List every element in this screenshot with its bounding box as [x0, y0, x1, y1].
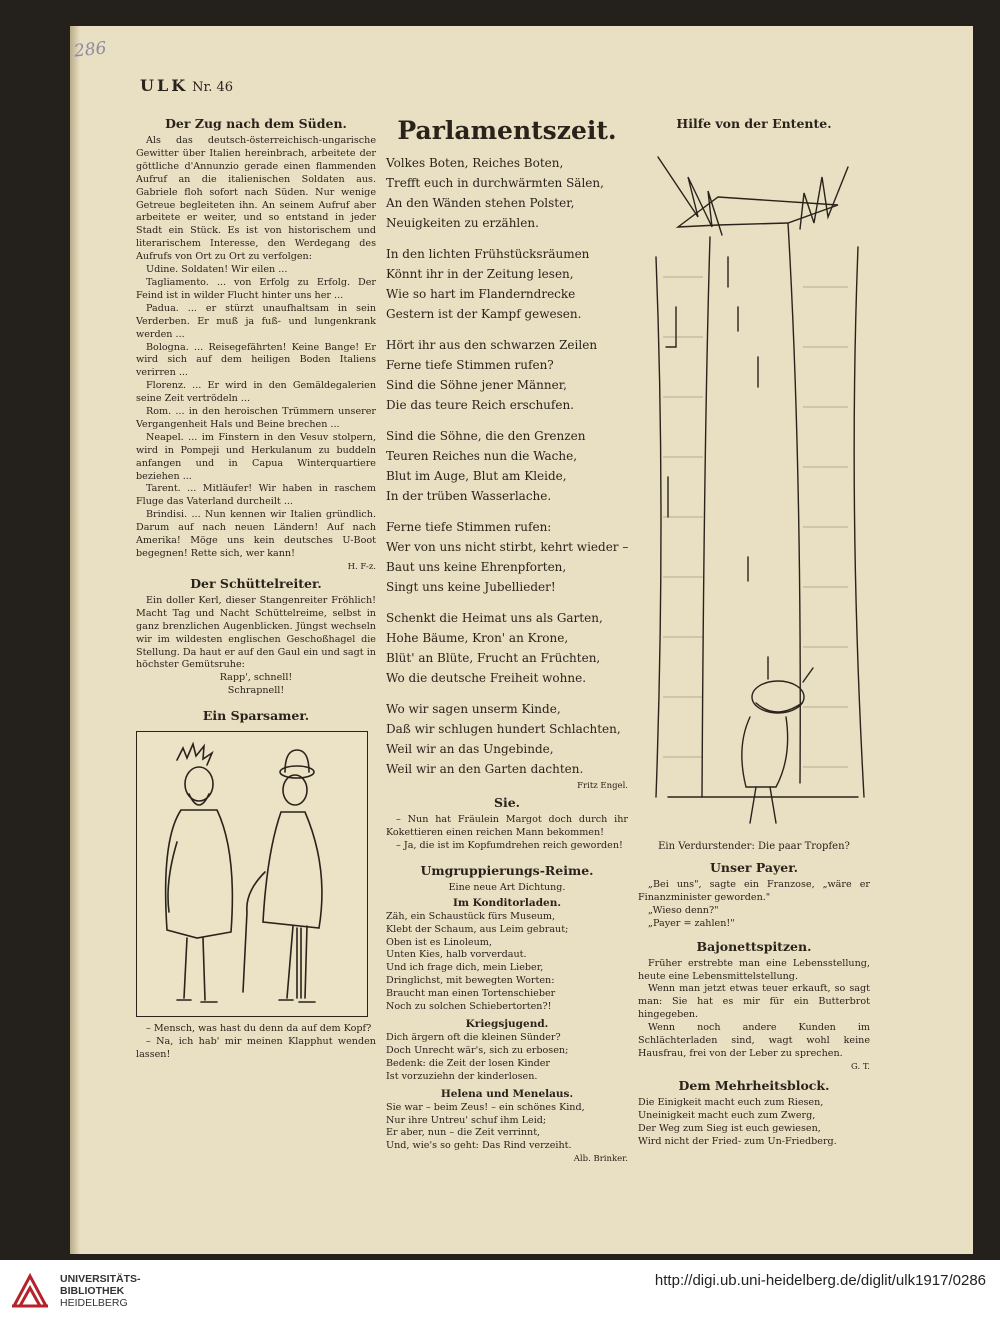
verse-line: Ferne tiefe Stimmen rufen: [386, 520, 552, 534]
poem-stanza [386, 426, 628, 506]
verse-line: Weil wir an das Ungebinde, [386, 742, 554, 756]
verse-line: Volkes Boten, Reiches Boten, [386, 156, 564, 170]
zug-rom: Rom. ... in den heroischen Trümmern unserer Vergangenheit Hals und Beine brechen ... [136, 406, 376, 430]
zug-tagliamento: Tagliamento. ... von Erfolg zu Erfolg. Der Feind ist in wilder Flucht hinter uns her ... [136, 276, 376, 301]
article-title-payer: Unser Payer. [709, 860, 799, 875]
sparsamer-dialog2: – Na, ich hab' mir meinen Klapphut wenden lassen! [136, 1036, 376, 1060]
sie-para2: – Ja, die ist im Kopfumdrehen reich geworden! [396, 839, 623, 851]
verse-line: Er aber, nun – die Zeit verrinnt, [386, 1127, 541, 1139]
library-name-line: UNIVERSITÄTS- [60, 1273, 141, 1285]
verse-line: Ferne tiefe Stimmen rufen? [386, 358, 554, 372]
zug-neapel: Neapel. ... im Finstern in den Vesuv stolpern, wird in Pompeji und Herkulanum zu buddeln anfangen und in Capua Winterquartiere beziehen ... [136, 431, 376, 482]
poem-stanza [386, 153, 628, 233]
library-name-line: HEIDELBERG [60, 1297, 128, 1309]
verse-line: Zäh, ein Schaustück fürs Museum, [386, 910, 556, 922]
article-title-bajonett: Bajonettspitzen. [696, 938, 812, 954]
schuettel-line1: Rapp', schnell! [219, 672, 293, 684]
verse-line: Sie war – beim Zeus! – ein schönes Kind, [386, 1101, 585, 1113]
schuettel-line2: Schrapnell! [227, 685, 285, 697]
article-title-umgruppierung: Umgruppierungs-Reime. [420, 862, 594, 878]
cartoon-wall-drawing [638, 137, 870, 837]
cartoon-two-men [136, 731, 368, 1017]
verse-kriegsjugend [386, 1032, 628, 1084]
verse-line: Blüt' an Blüte, Frucht an Früchten, [386, 651, 601, 665]
zug-intro: Als das deutsch-österreichisch-ungarische Gewitter über Italien hereinbrach, arbeitete der göttliche d'Annunzio gerade einen flammenden Aufruf an die italienischen Soldaten aus. Gabriele floh sofort nach Süden. Nur wenige Getreue begleiteten ihn. An seinem Aufruf aber arbeitete er weiter, und so entstand in jeder Stadt ein Stück. Es ist von historischem und literarischem Interesse, den Werdegang des Aufrufs von Ort zu Ort zu verfolgen: [136, 135, 376, 263]
verse-line: Neuigkeiten zu erzählen. [386, 216, 539, 230]
verse-line: In der trüben Wasserlache. [386, 489, 552, 503]
schuettel-text: Ein doller Kerl, dieser Stangenreiter Fröhlich! Macht Tag und Nacht Schüttelreime, selbst in ganz brenzlichen Augenblicken. Jüngst wechseln wir im wildesten englischen Geschoßhagel die Stellung. Da haut er auf den Gaul ein und sagt in höchster Gemütsruhe: [136, 594, 376, 671]
poem-stanza [386, 608, 628, 688]
section-helena: Helena und Menelaus. [440, 1087, 574, 1100]
newspaper-page [70, 26, 973, 1254]
article-title-zug: Der Zug nach dem Süden. [165, 116, 347, 131]
parlament-signature: Fritz Engel. [577, 781, 628, 791]
verse-line: Gestern ist der Kampf gewesen. [386, 307, 582, 321]
verse-line: Sind die Söhne, die den Grenzen [386, 429, 586, 443]
viewer-footer [0, 1260, 1000, 1321]
verse-line: Wird nicht der Fried- zum Un-Friedberg. [638, 1135, 837, 1147]
article-title-sparsamer: Ein Sparsamer. [202, 708, 310, 724]
zug-tarent: Tarent. ... Mitläufer! Wir haben in raschem Fluge das Vaterland durcheilt ... [136, 483, 376, 508]
poem-stanza [386, 244, 628, 324]
verse-line: Hört ihr aus den schwarzen Zeilen [386, 338, 598, 352]
column-middle [386, 112, 628, 1166]
bajonett-para1: Früher erstrebte man eine Lebensstellung, heute eine Lebensmittelstellung. [638, 957, 870, 982]
verse-line: Könnt ihr in der Zeitung lesen, [386, 267, 574, 281]
poem-stanza [386, 335, 628, 415]
masthead-issue: Nr. 46 [192, 80, 234, 95]
payer-line2: „Payer = zahlen!" [648, 917, 735, 929]
article-title-mehrheit: Dem Mehrheitsblock. [678, 1077, 830, 1093]
zug-udine: Udine. Soldaten! Wir eilen ... [146, 264, 288, 276]
payer-text: „Bei uns", sagte ein Franzose, „wäre er Finanzminister geworden." [638, 879, 870, 903]
verse-line: Bedenk: die Zeit der losen Kinder [386, 1057, 551, 1069]
masthead [140, 76, 233, 95]
bajonett-signature: G. T. [850, 1061, 870, 1072]
pencil-page-number: 286 [73, 38, 108, 62]
verse-line: Teuren Reiches nun die Wache, [386, 449, 578, 463]
zug-brindisi: Brindisi. ... Nun kennen wir Italien gründlich. Darum auf nach neuen Ländern! Auf nach Amerika! Möge uns kein deutsches U-Boot begegnen! Rette sich, wer kann! [136, 509, 376, 559]
verse-line: Trefft euch in durchwärmten Sälen, [386, 176, 604, 190]
verse-line: Wo die deutsche Freiheit wohne. [386, 671, 587, 685]
bajonett-para2: Wenn man jetzt etwas teuer erkauft, so sagt man: Sie hat es mir für ein Butterbrot hingegeben. [638, 983, 870, 1021]
verse-line: Und, wie's so geht: Das Rind verzeiht. [386, 1140, 572, 1152]
article-title-sie: Sie. [493, 795, 521, 810]
verse-line: Dich ärgern oft die kleinen Sünder? [386, 1031, 561, 1043]
column-left [136, 112, 376, 1062]
article-title-schuettelreiter: Der Schüttelreiter. [190, 575, 322, 591]
umgruppierung-subtitle: Eine neue Art Dichtung. [448, 881, 566, 893]
verse-line: In den lichten Frühstücksräumen [386, 247, 590, 261]
verse-line: Weil wir an den Garten dachten. [386, 762, 584, 776]
verse-line: Hohe Bäume, Kron' an Krone, [386, 631, 569, 645]
verse-konditorladen [386, 911, 628, 1014]
verse-line: Klebt der Schaum, aus Leim gebraut; [386, 923, 569, 935]
verse-line: Ist vorzuziehn der kinderlosen. [386, 1070, 538, 1082]
poem-stanza [386, 699, 628, 779]
zug-florenz: Florenz. ... Er wird in den Gemäldegalerien seine Zeit vertrödeln ... [136, 380, 376, 405]
verse-line: Daß wir schlugen hundert Schlachten, [386, 722, 621, 736]
poem-stanza [386, 517, 628, 597]
permalink-url[interactable]: http://digi.ub.uni-heidelberg.de/diglit/ulk1917/0286 [654, 1272, 986, 1289]
verse-line: Sind die Söhne jener Männer, [386, 378, 567, 392]
verse-line: Unten Kies, halb vorverdaut. [386, 949, 527, 961]
verse-line: Noch zu solchen Schiebertorten?! [386, 1001, 552, 1013]
sie-para1: – Nun hat Fräulein Margot doch durch ihr Kokettieren einen reichen Mann bekommen! [386, 814, 628, 838]
verse-line: Und ich frage dich, mein Lieber, [386, 962, 544, 974]
section-konditorladen: Im Konditorladen. [452, 896, 562, 909]
masthead-title: ULK [140, 76, 189, 95]
column-right [638, 112, 870, 1149]
cartoon-caption: Ein Verdurstender: Die paar Tropfen? [658, 841, 850, 852]
article-title-hilfe: Hilfe von der Entente. [676, 116, 832, 131]
verse-line: Dringlichst, mit bewegten Worten: [386, 975, 555, 987]
verse-line: Baut uns keine Ehrenpforten, [386, 560, 567, 574]
library-name [60, 1273, 141, 1309]
payer-line1: „Wieso denn?" [648, 904, 719, 916]
library-name-line: BIBLIOTHEK [60, 1285, 125, 1297]
verse-line: Schenkt die Heimat uns als Garten, [386, 611, 603, 625]
verse-line: Doch Unrecht wär's, sich zu erbosen; [386, 1044, 569, 1056]
zug-signature: H. F-z. [347, 561, 376, 572]
verse-line: Singt uns keine Jubellieder! [386, 580, 556, 594]
section-kriegsjugend: Kriegsjugend. [465, 1017, 549, 1030]
page-gutter [70, 26, 80, 1254]
verse-line: An den Wänden stehen Polster, [386, 196, 575, 210]
verse-line: Wer von uns nicht stirbt, kehrt wieder – [386, 540, 629, 554]
verse-line: Der Weg zum Sieg ist euch gewiesen, [638, 1122, 821, 1134]
zug-bologna: Bologna. ... Reisegefährten! Keine Bange! Er wird sich auf dem heiligen Boden Italiens verirren ... [136, 341, 376, 379]
verse-line: Wo wir sagen unserm Kinde, [386, 702, 561, 716]
verse-line: Uneinigkeit macht euch zum Zwerg, [638, 1109, 816, 1121]
library-logo-icon [10, 1270, 52, 1310]
verse-mehrheit [638, 1097, 870, 1149]
verse-helena [386, 1102, 628, 1154]
verse-line: Die Einigkeit macht euch zum Riesen, [638, 1096, 824, 1108]
bajonett-para3: Wenn noch andere Kunden im Schlächterladen sind, wagt wohl keine Hausfrau, frei von der Leber zu sprechen. [638, 1022, 870, 1059]
verse-line: Oben ist es Linoleum, [386, 936, 492, 948]
poem-title-parlamentszeit: Parlamentszeit. [397, 116, 617, 145]
cartoon-two-men-drawing [137, 732, 366, 1015]
verse-line: Wie so hart im Flanderndrecke [386, 287, 576, 301]
umgruppierung-signature: Alb. Brinker. [573, 1154, 628, 1165]
cartoon-drinking-wall [638, 137, 870, 837]
verse-line: Braucht man einen Tortenschieber [386, 988, 556, 1000]
sparsamer-dialog1: – Mensch, was hast du denn da auf dem Kopf? [146, 1023, 372, 1035]
verse-line: Nur ihre Untreu' schuf ihm Leid; [386, 1114, 547, 1126]
verse-line: Blut im Auge, Blut am Kleide, [386, 469, 567, 483]
verse-line: Die das teure Reich erschufen. [386, 398, 574, 412]
zug-padua: Padua. ... er stürzt unaufhaltsam in sein Verderben. Er muß ja fuß- und lungenkrank werden ... [136, 302, 376, 340]
